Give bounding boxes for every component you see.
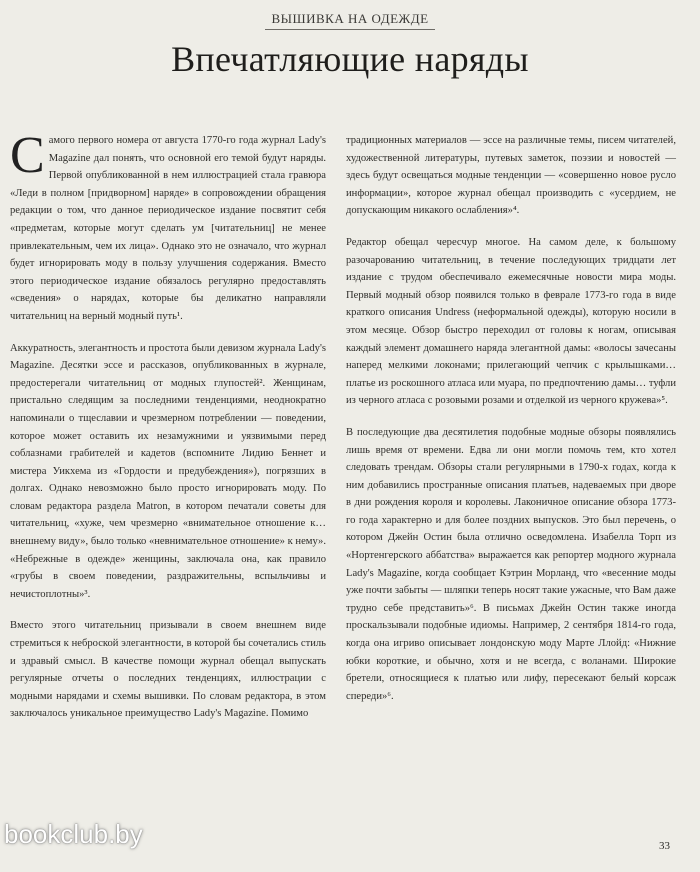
section-label: ВЫШИВКА НА ОДЕЖДЕ: [265, 11, 434, 30]
page-header: [0, 8, 700, 80]
page-title: Впечатляющие наряды: [171, 39, 529, 79]
drop-cap: С: [10, 127, 45, 184]
page-number: 33: [659, 840, 670, 852]
right-column: [346, 132, 676, 719]
paragraph: Редактор обещал чересчур многое. На самом деле, к большому разочарованию читательниц, в течение последующих тридцати лет издание с трудом обеспечивало ежемесячные новости мира моды. Первый модный обзор появился только в феврале 1773-го года в виде краткого описания Undress (неформальной одежды), которую носили в этом месяце. Обзор быстро переходил от головы к ногам, описывая каждый элемент домашнего наряда элегантной дамы: «волосы зачесаны наперед мелкими локонами; прилегающий чепчик с крылышками… платье из роскошного атласа или муара, по предпочтению дамы… туфли из черного атласа с розовыми розами и отделкой из черного кружева»⁵.: [346, 236, 676, 407]
paragraph: [10, 127, 326, 326]
paragraph-text: амого первого номера от августа 1770-го года журнал Lady's Magazine дал понять, что основной его темой будут наряды. Первой опубликованной в нем иллюстрацией стала гравюра «Леди в полном [придворном] наряде» в сопровождении обращения редакции о том, что данное периодическое издание посвятит себя «предметам, которые могут сделать ум [читательниц] не менее привлекательным, чем их лица». Однако это не означало, что журнал будет игнорировать моду в пользу улучшения содержания. Вместо этого периодическое издание обязалось регулярно предоставлять «сведения» о нарядах, которые бы деликатно направляли читательниц на верный модный путь¹.: [10, 135, 326, 322]
paragraph: В последующие два десятилетия подобные модные обзоры появлялись лишь время от времени. Едва ли они могли помочь тем, кто хотел следовать трендам. Обзоры стали регулярными в 1790-х годах, когда к ним добавились пространные описания платьев, надеваемых при дворе в дни рождения короля и королевы. Лаконичное описание обзора 1773-го года характерно и для более поздних выпусков. Это был перечень, о котором Джейн Остин была отлично осведомлена. Изабелла Торп из «Нортенгерского аббатства» выражается как репортер модного журнала Lady's Magazine, когда сообщает Кэтрин Морланд, что «весенние моды уже почти забыты — шляпки теперь носят такие ужасные, что Вам даже трудно себе представить»⁶. В письмах Джейн Остин также иногда проскальзывали подобные идиомы. Например, 2 сентября 1814-го года, когда она игриво описывает лондонскую моду Марте Ллойд: «Нижние юбки короткие, и обычно, хотя и не всегда, с воланами. Широкие бретели, относящиеся к платью или лифу, пересекают белый корсаж спереди»⁶.: [346, 426, 676, 702]
paragraph: Вместо этого читательниц призывали в своем внешнем виде стремиться к неброской элегантности, в которой бы сочетались стиль и здравый смысл. В качестве помощи журнал обещал выпускать регулярные отчеты о последних тенденциях, иллюстрации с модными нарядами и схемы вышивки. По словам редактора, в этом заключалось уникальное преимущество Lady's Magazine. Помимо: [10, 620, 326, 720]
paragraph: традиционных материалов — эссе на различные темы, писем читателей, художественной литературы, путевых заметок, поэзии и новостей — здесь будут освещаться модные тенденции — «совершенно новое русло информации», которое журнал обещал производить с «усердием, не допускающим никакого ослабления»⁴.: [346, 135, 676, 217]
watermark-logo: bookclub.by: [4, 819, 143, 849]
left-column: [10, 127, 326, 737]
paragraph: Аккуратность, элегантность и простота были девизом журнала Lady's Magazine. Десятки эссе и рассказов, опубликованных в журнале, предостерегали читательниц от модных глупостей². Женщинам, пристально следящим за последними тенденциями, неоднократно напоминали о тщеславии и чрезмерном потреблении — поведении, которое может оставить их незамужними и уязвимыми перед соблазнами грабителей и кадетов (вспомните Лидию Беннет и мистера Уикхема из «Гордости и предубеждения»), погрязших в долгах. Однако невозможно было просто игнорировать моду. По словам редактора раздела Matron, в котором печатали советы для читательниц, «хуже, чем чрезмерно «внимательное отношение к… внешнему виду», было только «невнимательное отношение» к нему». «Небрежные в одежде» женщины, заключала она, как правило «грубы в своем поведении, раздражительны, вспыльчивы и нечистоплотны»³.: [10, 342, 326, 600]
